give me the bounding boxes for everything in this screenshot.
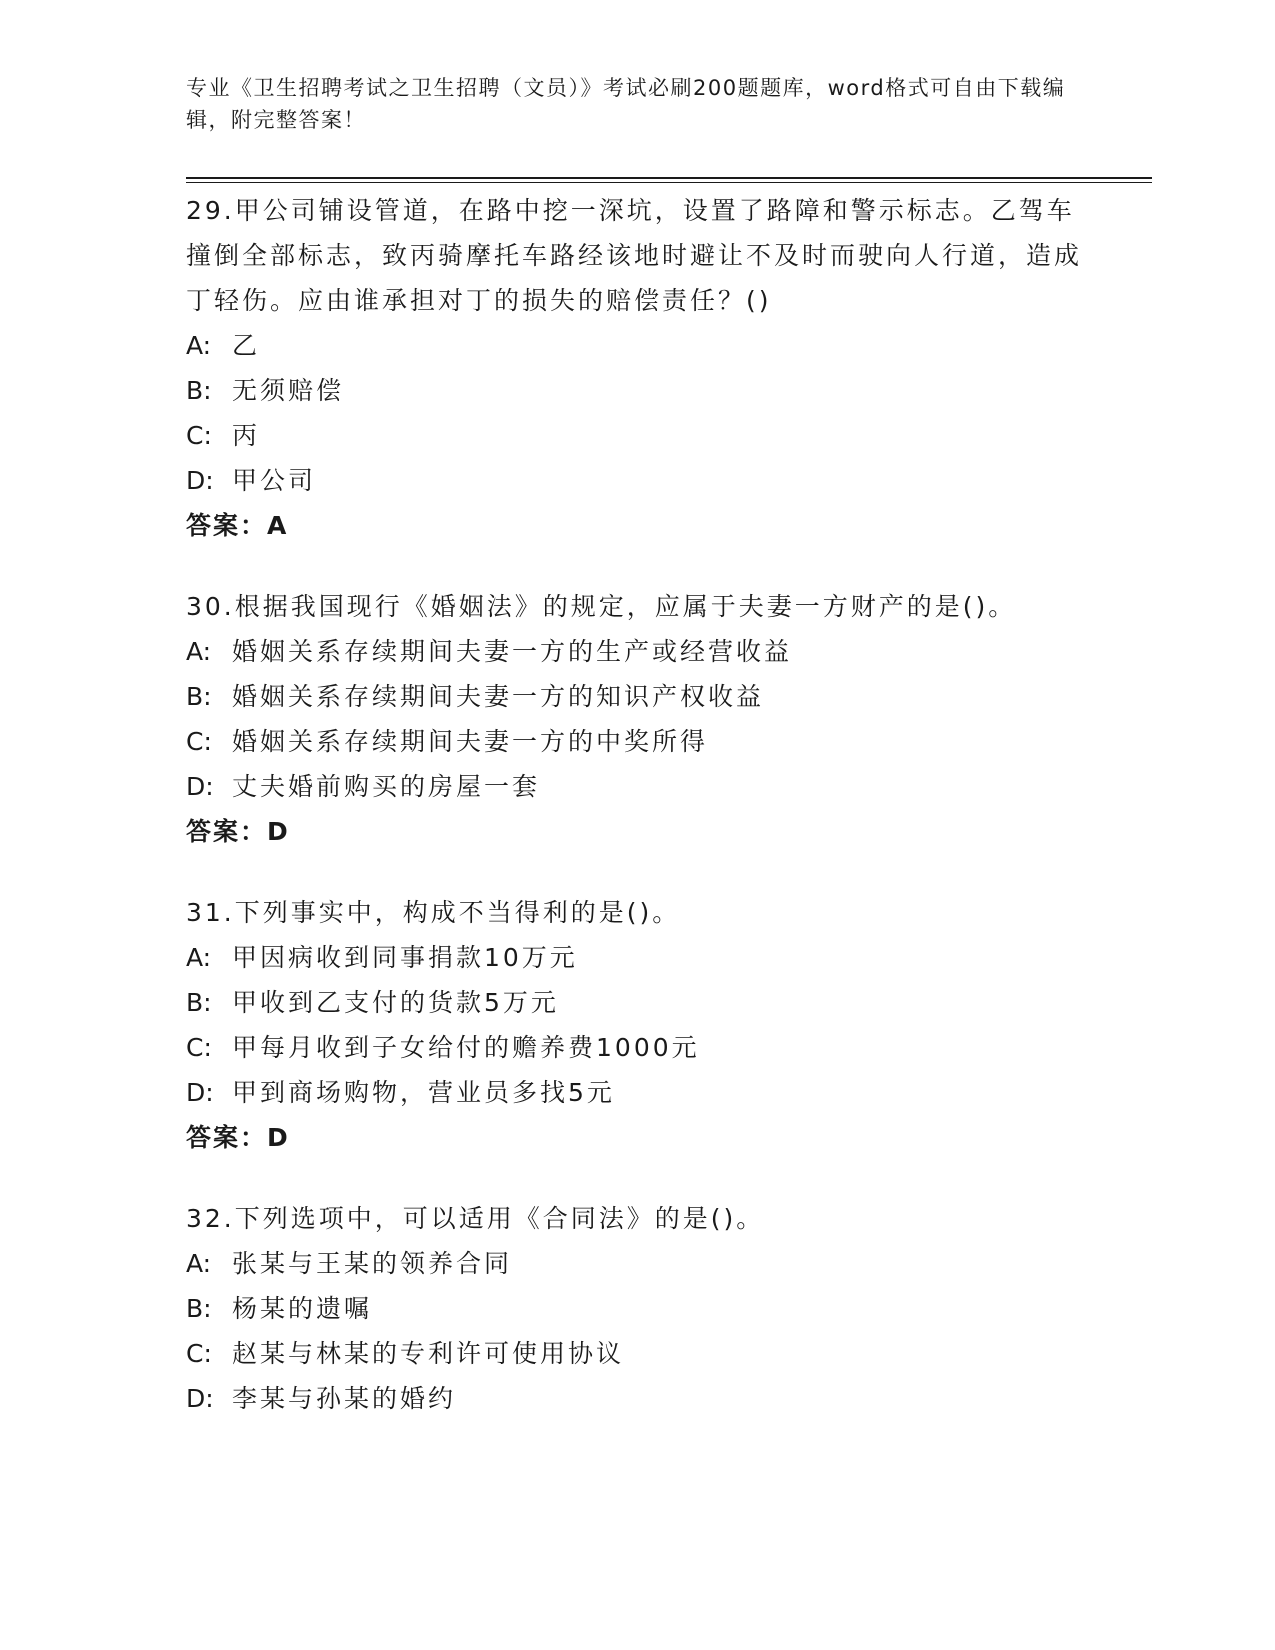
option-text: 赵某与林某的专利许可使用协议 [232, 1339, 625, 1368]
option-text: 甲公司 [232, 466, 317, 495]
answer-line: 答案：D [186, 817, 290, 846]
option-c [186, 1025, 1086, 1070]
option-letter: A: [186, 1249, 212, 1278]
answer-line: 答案：A [186, 511, 289, 540]
option-letter: C: [186, 1339, 212, 1368]
option-b [186, 1286, 1086, 1331]
option-letter: C: [186, 727, 212, 756]
option-c [186, 413, 1086, 458]
option-a [186, 323, 1086, 368]
question-text: 31.下列事实中，构成不当得利的是()。 [186, 898, 681, 927]
option-text: 甲每月收到子女给付的赡养费1000元 [232, 1033, 700, 1062]
option-text: 张某与王某的领养合同 [232, 1249, 513, 1278]
option-text: 李某与孙某的婚约 [232, 1384, 457, 1413]
option-text: 甲因病收到同事捐款10万元 [232, 943, 578, 972]
option-text: 乙 [232, 331, 261, 360]
option-a [186, 935, 1086, 980]
question-29 [186, 188, 1086, 548]
question-list [186, 188, 1086, 1457]
option-text: 婚姻关系存续期间夫妻一方的生产或经营收益 [232, 637, 793, 666]
option-letter: B: [186, 376, 212, 405]
header-divider-thin [186, 182, 1152, 183]
question-text: 29.甲公司铺设管道，在路中挖一深坑，设置了路障和警示标志。乙驾车撞倒全部标志，致丙骑摩托车路经该地时避让不及时而驶向人行道，造成丁轻伤。应由谁承担对丁的损失的赔偿责任？() [186, 196, 1083, 315]
option-a [186, 1241, 1086, 1286]
option-letter: B: [186, 682, 212, 711]
option-c [186, 719, 1086, 764]
option-text: 无须赔偿 [232, 376, 345, 405]
option-letter: A: [186, 331, 212, 360]
option-b [186, 368, 1086, 413]
option-letter: D: [186, 1384, 214, 1413]
option-text: 甲收到乙支付的货款5万元 [232, 988, 559, 1017]
option-letter: A: [186, 943, 212, 972]
question-31 [186, 890, 1086, 1160]
option-letter: C: [186, 421, 212, 450]
option-b [186, 674, 1086, 719]
option-letter: B: [186, 1294, 212, 1323]
document-header: 专业《卫生招聘考试之卫生招聘（文员）》考试必刷200题题库，word格式可自由下载编辑，附完整答案！ [186, 76, 1066, 132]
question-32 [186, 1196, 1086, 1421]
option-d [186, 458, 1086, 503]
option-text: 甲到商场购物，营业员多找5元 [232, 1078, 615, 1107]
option-text: 丙 [232, 421, 261, 450]
question-30 [186, 584, 1086, 854]
option-text: 婚姻关系存续期间夫妻一方的中奖所得 [232, 727, 709, 756]
option-d [186, 764, 1086, 809]
option-letter: A: [186, 637, 212, 666]
option-d [186, 1070, 1086, 1115]
option-c [186, 1331, 1086, 1376]
option-letter: C: [186, 1033, 212, 1062]
option-a [186, 629, 1086, 674]
option-text: 婚姻关系存续期间夫妻一方的知识产权收益 [232, 682, 765, 711]
question-text: 32.下列选项中，可以适用《合同法》的是()。 [186, 1204, 765, 1233]
option-b [186, 980, 1086, 1025]
option-text: 丈夫婚前购买的房屋一套 [232, 772, 541, 801]
option-letter: D: [186, 1078, 214, 1107]
option-letter: D: [186, 772, 214, 801]
option-letter: D: [186, 466, 214, 495]
question-text: 30.根据我国现行《婚姻法》的规定，应属于夫妻一方财产的是()。 [186, 592, 1017, 621]
option-letter: B: [186, 988, 212, 1017]
option-d [186, 1376, 1086, 1421]
option-text: 杨某的遗嘱 [232, 1294, 373, 1323]
header-divider-thick [186, 177, 1152, 179]
answer-line: 答案：D [186, 1123, 290, 1152]
